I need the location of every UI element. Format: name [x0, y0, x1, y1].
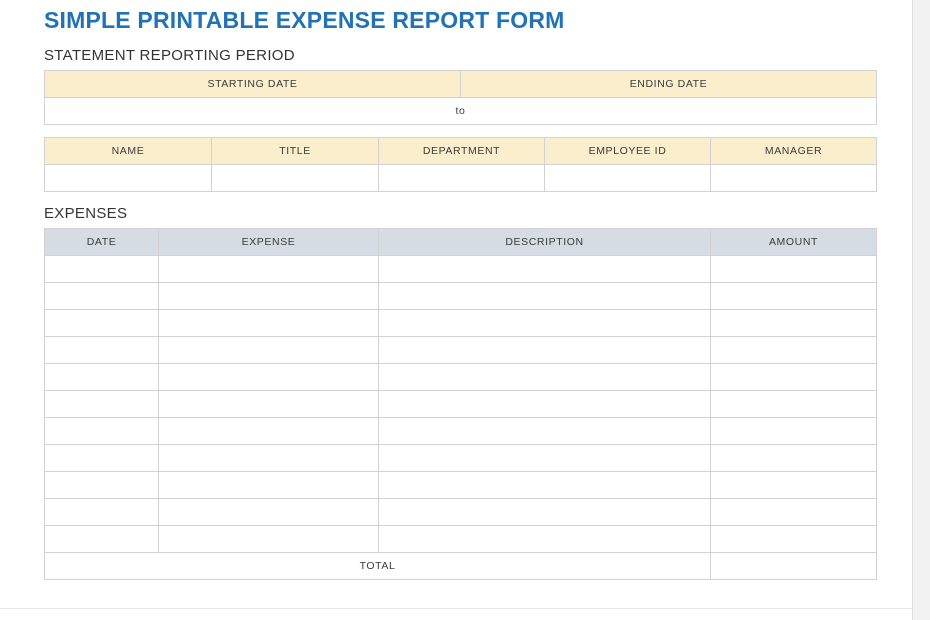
total-label: TOTAL: [45, 553, 711, 580]
expense-name-cell[interactable]: [159, 256, 379, 283]
expense-date-cell[interactable]: [45, 337, 159, 364]
table-row: [45, 98, 877, 125]
expense-amount-cell[interactable]: [711, 337, 877, 364]
expense-name-cell[interactable]: [159, 445, 379, 472]
expense-description-cell[interactable]: [379, 526, 711, 553]
expense-name-cell[interactable]: [159, 499, 379, 526]
expense-date-cell[interactable]: [45, 283, 159, 310]
expense-name-cell[interactable]: [159, 472, 379, 499]
expense-description-cell[interactable]: [379, 337, 711, 364]
section-heading-reporting-period: STATEMENT REPORTING PERIOD: [44, 47, 295, 64]
expense-name-cell[interactable]: [159, 337, 379, 364]
table-row: [45, 418, 877, 445]
expenses-table-body: [45, 256, 877, 580]
column-header-description: DESCRIPTION: [379, 229, 711, 256]
expense-description-cell[interactable]: [379, 256, 711, 283]
table-row: [45, 256, 877, 283]
expense-date-cell[interactable]: [45, 391, 159, 418]
page-bottom-edge: [0, 608, 912, 620]
expense-description-cell[interactable]: [379, 418, 711, 445]
expense-description-cell[interactable]: [379, 445, 711, 472]
table-row: [45, 391, 877, 418]
expense-description-cell[interactable]: [379, 283, 711, 310]
column-header-name: NAME: [45, 138, 212, 165]
table-row: [45, 472, 877, 499]
expense-amount-cell[interactable]: [711, 391, 877, 418]
column-header-date: DATE: [45, 229, 159, 256]
column-header-starting-date: STARTING DATE: [45, 71, 461, 98]
expense-date-cell[interactable]: [45, 445, 159, 472]
employee-info-table: [44, 137, 877, 192]
document-content: [44, 0, 876, 580]
column-header-expense: EXPENSE: [159, 229, 379, 256]
expense-amount-cell[interactable]: [711, 445, 877, 472]
expense-name-cell[interactable]: [159, 310, 379, 337]
expense-description-cell[interactable]: [379, 391, 711, 418]
table-row: [45, 337, 877, 364]
expense-description-cell[interactable]: [379, 364, 711, 391]
table-row: [45, 364, 877, 391]
column-header-employee-id: EMPLOYEE ID: [545, 138, 711, 165]
table-row: [45, 526, 877, 553]
expense-date-cell[interactable]: [45, 256, 159, 283]
page-right-gutter: [912, 0, 930, 620]
section-heading-expenses: EXPENSES: [44, 205, 128, 222]
expense-name-cell[interactable]: [159, 364, 379, 391]
title-field[interactable]: [212, 165, 379, 192]
table-row: [45, 71, 877, 98]
manager-field[interactable]: [711, 165, 877, 192]
expense-amount-cell[interactable]: [711, 499, 877, 526]
reporting-period-dates-table: [44, 70, 877, 125]
expense-amount-cell[interactable]: [711, 418, 877, 445]
total-amount-cell[interactable]: [711, 553, 877, 580]
expense-amount-cell[interactable]: [711, 256, 877, 283]
expense-name-cell[interactable]: [159, 526, 379, 553]
table-row: [45, 283, 877, 310]
expense-date-cell[interactable]: [45, 364, 159, 391]
expense-amount-cell[interactable]: [711, 472, 877, 499]
expense-date-cell[interactable]: [45, 499, 159, 526]
expense-date-cell[interactable]: [45, 310, 159, 337]
expense-name-cell[interactable]: [159, 391, 379, 418]
expense-amount-cell[interactable]: [711, 283, 877, 310]
table-row: [45, 445, 877, 472]
expense-name-cell[interactable]: [159, 418, 379, 445]
table-row: [45, 138, 877, 165]
page-title: SIMPLE PRINTABLE EXPENSE REPORT FORM: [44, 7, 565, 33]
column-header-manager: MANAGER: [711, 138, 877, 165]
column-header-department: DEPARTMENT: [379, 138, 545, 165]
spacer: [44, 125, 876, 137]
expense-description-cell[interactable]: [379, 499, 711, 526]
table-row: [45, 165, 877, 192]
column-header-ending-date: ENDING DATE: [461, 71, 877, 98]
table-row: [45, 310, 877, 337]
expense-date-cell[interactable]: [45, 472, 159, 499]
expense-description-cell[interactable]: [379, 472, 711, 499]
expense-name-cell[interactable]: [159, 283, 379, 310]
table-row: [45, 229, 877, 256]
expense-amount-cell[interactable]: [711, 310, 877, 337]
expense-date-cell[interactable]: [45, 526, 159, 553]
table-row-total: [45, 553, 877, 580]
column-header-title: TITLE: [212, 138, 379, 165]
employee-id-field[interactable]: [545, 165, 711, 192]
expense-amount-cell[interactable]: [711, 364, 877, 391]
expenses-table: [44, 228, 877, 580]
date-range-field[interactable]: to: [45, 98, 877, 125]
column-header-amount: AMOUNT: [711, 229, 877, 256]
table-row: [45, 499, 877, 526]
expense-date-cell[interactable]: [45, 418, 159, 445]
department-field[interactable]: [379, 165, 545, 192]
name-field[interactable]: [45, 165, 212, 192]
expense-amount-cell[interactable]: [711, 526, 877, 553]
expense-description-cell[interactable]: [379, 310, 711, 337]
